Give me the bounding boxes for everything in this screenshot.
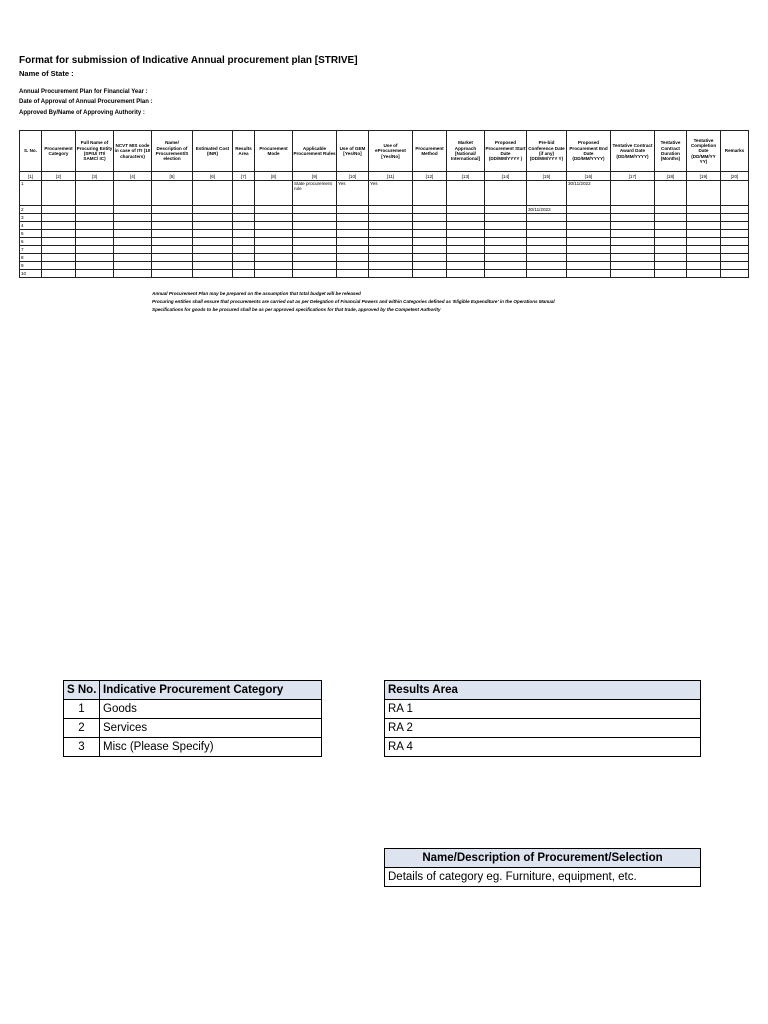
column-number-row [20,172,749,181]
table-cell[interactable] [114,254,152,262]
table-cell[interactable] [611,214,655,222]
table-row [385,719,701,738]
table-cell[interactable] [76,181,114,206]
table-row [20,214,749,222]
table-cell[interactable] [337,214,369,222]
table-cell[interactable] [42,254,76,262]
table-cell[interactable] [369,262,413,270]
table-cell[interactable] [527,238,567,246]
column-number: [5] [152,172,193,181]
table-cell[interactable] [721,206,749,214]
column-header: Proposed Procurement Start Date (DD/MM/YYYY ) [485,131,527,172]
table-cell[interactable] [76,238,114,246]
table-cell[interactable] [293,270,337,278]
table-cell[interactable] [567,214,611,222]
table-cell[interactable] [687,230,721,238]
serial-number-cell[interactable]: 9 [20,262,42,270]
table-cell[interactable] [76,262,114,270]
category-header: Indicative Procurement Category [100,681,322,700]
column-number: [4] [114,172,152,181]
table-cell[interactable] [413,270,447,278]
table-cell[interactable] [721,262,749,270]
column-number: [6] [193,172,233,181]
table-cell[interactable] [655,270,687,278]
table-cell[interactable] [255,230,293,238]
table-row [64,700,322,719]
results-area-header: Results Area [385,681,701,700]
table-cell[interactable] [193,238,233,246]
table-cell[interactable] [567,222,611,230]
table-cell[interactable] [655,246,687,254]
table-cell[interactable] [114,214,152,222]
table-cell[interactable] [485,214,527,222]
proposed-end-date-cell[interactable]: 30/11/2022 [567,181,611,206]
approval-date-label: Date of Approval of Annual Procurement Plan : [19,99,153,105]
table-cell[interactable] [611,181,655,206]
table-cell[interactable] [655,230,687,238]
table-cell[interactable] [413,254,447,262]
table-cell[interactable] [721,181,749,206]
results-area-table [384,680,701,757]
sno-cell: 3 [64,738,100,757]
table-cell[interactable] [337,206,369,214]
table-row [20,238,749,246]
table-cell[interactable] [337,230,369,238]
column-header: Use of GEM [Yes/No] [337,131,369,172]
note-financial-powers: Procuring entities shall ensure that procurements are carried out as per Delegation of Financial Powers and within Categories defined as 'Eligible Expenditure' in the Operations Manual [152,299,555,304]
results-area-cell: RA 4 [385,738,701,757]
table-cell[interactable] [114,206,152,214]
results-area-cell: RA 1 [385,700,701,719]
serial-number-cell[interactable]: 7 [20,246,42,254]
table-cell[interactable] [114,270,152,278]
table-cell[interactable] [369,238,413,246]
table-cell[interactable] [655,222,687,230]
table-cell[interactable] [114,230,152,238]
table-row [385,738,701,757]
table-cell[interactable] [567,206,611,214]
table-cell[interactable] [233,246,255,254]
table-cell[interactable] [76,214,114,222]
table-cell[interactable] [527,246,567,254]
table-cell[interactable] [42,214,76,222]
serial-number-cell[interactable]: 3 [20,214,42,222]
table-cell[interactable] [152,238,193,246]
table-cell[interactable] [152,230,193,238]
table-cell[interactable] [721,214,749,222]
prebid-date-cell[interactable]: 30/11/2022 [527,206,567,214]
table-cell[interactable] [152,222,193,230]
column-header: Name/ Description of Procurement/S election [152,131,193,172]
column-number: [2] [42,172,76,181]
description-header: Name/Description of Procurement/Selection [385,849,701,868]
state-name-label: Name of State : [19,69,74,78]
table-cell[interactable] [193,230,233,238]
table-cell[interactable] [687,181,721,206]
table-cell[interactable] [413,214,447,222]
table-cell[interactable] [255,181,293,206]
table-cell[interactable] [611,270,655,278]
table-cell[interactable] [655,262,687,270]
note-specifications: Specifications for goods to be procured shall be as per approved specifications for that trade, approved by the Competent Authority [152,307,441,312]
table-cell[interactable] [413,246,447,254]
column-header: S. No. [20,131,42,172]
table-cell[interactable] [76,270,114,278]
table-row [64,719,322,738]
table-cell[interactable] [527,262,567,270]
table-cell[interactable] [485,222,527,230]
column-header: Tentative Completion Date (DD/MM/YY YY) [687,131,721,172]
table-cell[interactable] [567,238,611,246]
column-header: Use of eProcurement [Yes/No] [369,131,413,172]
column-number: [17] [611,172,655,181]
category-cell: Misc (Please Specify) [100,738,322,757]
table-cell[interactable] [447,181,485,206]
serial-number-cell[interactable]: 4 [20,222,42,230]
financial-year-label: Annual Procurement Plan for Financial Year : [19,89,148,95]
table-cell[interactable] [233,270,255,278]
column-number: [13] [447,172,485,181]
table-cell[interactable] [527,254,567,262]
table-cell[interactable] [485,262,527,270]
table-cell[interactable] [655,206,687,214]
table-cell[interactable] [485,246,527,254]
table-cell[interactable] [611,238,655,246]
applicable-rules-cell[interactable]: State procurement rule [293,181,337,206]
table-cell[interactable] [447,214,485,222]
table-cell[interactable] [76,246,114,254]
table-cell[interactable] [193,254,233,262]
table-cell[interactable] [255,214,293,222]
table-cell[interactable] [369,246,413,254]
table-cell[interactable] [152,246,193,254]
table-cell[interactable] [687,254,721,262]
column-number: [10] [337,172,369,181]
table-cell[interactable] [447,206,485,214]
table-row [20,230,749,238]
column-header: Tentative Contract Award Date (DD/MM/YYYY) [611,131,655,172]
table-cell[interactable] [447,222,485,230]
table-cell[interactable] [447,238,485,246]
table-cell[interactable] [447,270,485,278]
table-cell[interactable] [233,214,255,222]
table-cell[interactable] [255,262,293,270]
serial-number-cell[interactable]: 5 [20,230,42,238]
table-row [20,254,749,262]
column-number: [14] [485,172,527,181]
column-header: Procurement Mode [255,131,293,172]
table-cell[interactable] [485,181,527,206]
table-cell[interactable] [293,222,337,230]
table-cell[interactable] [369,230,413,238]
table-cell[interactable] [369,270,413,278]
description-cell: Details of category eg. Furniture, equipment, etc. [385,868,701,887]
table-cell[interactable] [152,262,193,270]
table-cell[interactable] [233,262,255,270]
table-cell[interactable] [337,238,369,246]
table-cell[interactable] [687,238,721,246]
column-header: Procurement Category [42,131,76,172]
table-cell[interactable] [42,230,76,238]
table-cell[interactable] [721,230,749,238]
table-cell[interactable] [611,246,655,254]
table-cell[interactable] [655,214,687,222]
table-cell[interactable] [42,206,76,214]
serial-number-cell[interactable]: 1 [20,181,42,206]
table-cell[interactable] [293,238,337,246]
table-cell[interactable] [337,270,369,278]
procurement-plan-table [19,130,749,278]
table-cell[interactable] [152,206,193,214]
table-cell[interactable] [369,214,413,222]
table-cell[interactable] [193,246,233,254]
table-cell[interactable] [255,206,293,214]
table-row [20,181,749,206]
header-row [20,131,749,172]
table-cell[interactable] [233,206,255,214]
table-cell[interactable] [233,181,255,206]
serial-number-cell[interactable]: 6 [20,238,42,246]
column-header: Market Approach [National/ International] [447,131,485,172]
table-cell[interactable] [687,222,721,230]
table-cell[interactable] [721,270,749,278]
table-cell[interactable] [721,222,749,230]
table-cell[interactable] [255,254,293,262]
column-header: Remarks [721,131,749,172]
use-of-gem-cell[interactable]: Yes [337,181,369,206]
table-cell[interactable] [567,262,611,270]
column-header: Results Area [233,131,255,172]
procurement-description-table [384,848,701,887]
table-cell[interactable] [293,214,337,222]
column-header: Procurement Method [413,131,447,172]
column-header: Proposed Procurement End Date (DD/MM/YYYY) [567,131,611,172]
serial-number-cell[interactable]: 2 [20,206,42,214]
table-cell[interactable] [369,254,413,262]
table-cell[interactable] [255,222,293,230]
column-header: Pre-bid Conference Date (if any) (DD/MM/YYY Y) [527,131,567,172]
approving-authority-label: Approved By/Name of Approving Authority : [19,110,145,116]
column-header: Estimated Cost (INR) [193,131,233,172]
table-cell[interactable] [721,246,749,254]
table-cell[interactable] [76,222,114,230]
column-number: [1] [20,172,42,181]
table-cell[interactable] [42,246,76,254]
table-cell[interactable] [721,238,749,246]
document-title: Format for submission of Indicative Annual procurement plan [STRIVE] [19,55,358,66]
table-cell[interactable] [567,270,611,278]
table-cell[interactable] [114,262,152,270]
table-row [385,868,701,887]
table-cell[interactable] [233,254,255,262]
table-cell[interactable] [76,206,114,214]
table-cell[interactable] [337,262,369,270]
table-cell[interactable] [413,262,447,270]
column-number: [15] [527,172,567,181]
table-cell[interactable] [485,238,527,246]
table-cell[interactable] [193,181,233,206]
table-cell[interactable] [42,270,76,278]
table-cell[interactable] [337,254,369,262]
table-cell[interactable] [193,262,233,270]
table-cell[interactable] [485,206,527,214]
serial-number-cell[interactable]: 10 [20,270,42,278]
sno-cell: 2 [64,719,100,738]
table-cell[interactable] [413,222,447,230]
table-cell[interactable] [42,262,76,270]
table-cell[interactable] [152,270,193,278]
table-cell[interactable] [687,206,721,214]
column-header: NCVT MIS code in case of ITI (10 characters) [114,131,152,172]
column-number: [20] [721,172,749,181]
table-cell[interactable] [42,238,76,246]
table-cell[interactable] [447,254,485,262]
table-cell[interactable] [114,246,152,254]
table-row [20,262,749,270]
serial-number-cell[interactable]: 8 [20,254,42,262]
table-cell[interactable] [567,246,611,254]
table-cell[interactable] [293,206,337,214]
table-cell[interactable] [293,262,337,270]
table-cell[interactable] [293,230,337,238]
column-number: [16] [567,172,611,181]
table-cell[interactable] [527,222,567,230]
table-cell[interactable] [687,270,721,278]
column-number: [3] [76,172,114,181]
table-cell[interactable] [567,230,611,238]
table-cell[interactable] [687,214,721,222]
table-cell[interactable] [655,181,687,206]
table-cell[interactable] [255,246,293,254]
procurement-category-table [63,680,322,757]
table-cell[interactable] [611,206,655,214]
table-cell[interactable] [255,238,293,246]
table-cell[interactable] [485,270,527,278]
table-cell[interactable] [655,238,687,246]
table-cell[interactable] [76,254,114,262]
table-cell[interactable] [527,214,567,222]
table-cell[interactable] [152,214,193,222]
results-area-cell: RA 2 [385,719,701,738]
table-cell[interactable] [527,181,567,206]
table-cell[interactable] [611,222,655,230]
table-cell[interactable] [413,230,447,238]
table-cell[interactable] [721,254,749,262]
use-of-eprocurement-cell[interactable]: Yes [369,181,413,206]
table-row [20,270,749,278]
table-cell[interactable] [687,246,721,254]
table-row [20,206,749,214]
table-cell[interactable] [293,254,337,262]
table-row [20,246,749,254]
table-cell[interactable] [255,270,293,278]
table-cell[interactable] [233,222,255,230]
column-number: [8] [255,172,293,181]
table-cell[interactable] [293,246,337,254]
column-header: Tentative Contract Duration (Months) [655,131,687,172]
table-cell[interactable] [193,270,233,278]
table-cell[interactable] [611,254,655,262]
table-cell[interactable] [611,262,655,270]
table-cell[interactable] [413,238,447,246]
table-cell[interactable] [485,230,527,238]
category-cell: Services [100,719,322,738]
table-cell[interactable] [567,254,611,262]
sno-header: S No. [64,681,100,700]
column-number: [12] [413,172,447,181]
table-row [64,738,322,757]
table-cell[interactable] [369,222,413,230]
column-number: [9] [293,172,337,181]
table-cell[interactable] [114,238,152,246]
table-cell[interactable] [193,206,233,214]
table-cell[interactable] [76,230,114,238]
table-row [385,700,701,719]
table-cell[interactable] [447,246,485,254]
table-cell[interactable] [369,206,413,214]
table-cell[interactable] [337,222,369,230]
table-cell[interactable] [233,238,255,246]
table-cell[interactable] [152,254,193,262]
column-header: Applicable Procurement Rules [293,131,337,172]
column-number: [7] [233,172,255,181]
table-cell[interactable] [527,270,567,278]
table-row [20,222,749,230]
table-cell[interactable] [413,181,447,206]
table-cell[interactable] [233,230,255,238]
table-cell[interactable] [527,230,567,238]
table-cell[interactable] [152,181,193,206]
table-cell[interactable] [337,246,369,254]
table-cell[interactable] [655,254,687,262]
table-cell[interactable] [42,222,76,230]
table-cell[interactable] [193,214,233,222]
column-header: Full Name of Procuring Entity (SPIU/ ITI/ SAMC/ IC) [76,131,114,172]
table-cell[interactable] [447,230,485,238]
table-cell[interactable] [611,230,655,238]
category-cell: Goods [100,700,322,719]
note-budget: Annual Procurement Plan may be prepared on the assumption that total budget will be released [152,291,361,296]
table-cell[interactable] [42,181,76,206]
table-cell[interactable] [447,262,485,270]
column-number: [18] [655,172,687,181]
table-cell[interactable] [114,222,152,230]
table-cell[interactable] [413,206,447,214]
table-cell[interactable] [193,222,233,230]
sno-cell: 1 [64,700,100,719]
table-cell[interactable] [687,262,721,270]
table-cell[interactable] [485,254,527,262]
table-cell[interactable] [114,181,152,206]
column-number: [11] [369,172,413,181]
column-number: [19] [687,172,721,181]
